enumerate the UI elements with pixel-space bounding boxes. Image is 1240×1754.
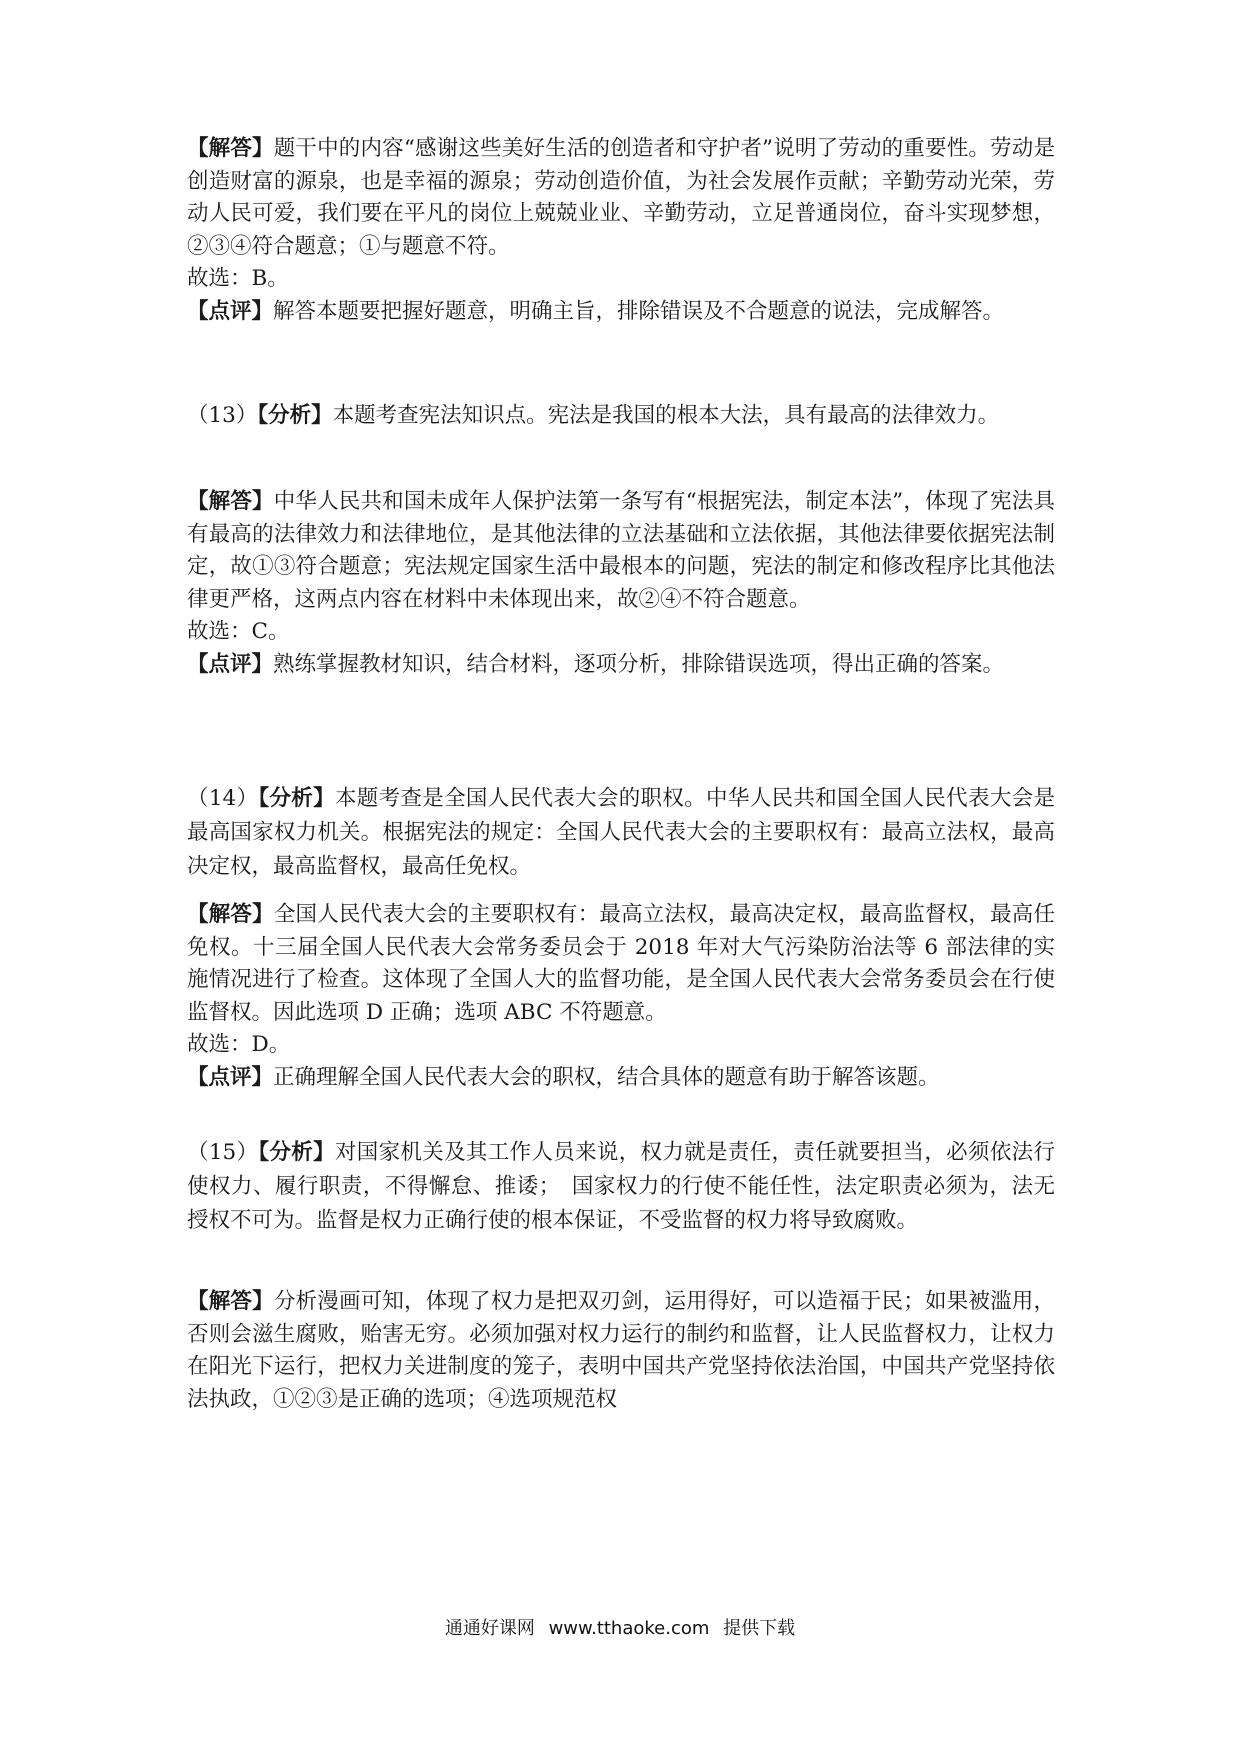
item-13-analysis (187, 399, 1055, 433)
solution-label: 【解答】 (187, 489, 274, 514)
solution-text: 中华人民共和国未成年人保护法第一条写有“根据宪法，制定本法”，体现了宪法具有最高的法律效力和法律地位，是其他法律的立法基础和立法依据，其他法律要依据宪法制定，故①③符合题意；宪法规定国家生活中最根本的问题，宪法的制定和修改程序比其他法律更严格，这两点内容在材料中未体现出来，故②④不符合题意。 (187, 489, 1055, 612)
comment-text: 解答本题要把握好题意，明确主旨，排除错误及不合题意的说法，完成解答。 (273, 298, 1005, 324)
item-13-answer: 故选：C。 (187, 619, 290, 644)
item-14-body (187, 899, 1055, 1094)
question-number: （13） (187, 403, 258, 428)
solution-label: 【解答】 (187, 902, 274, 927)
analysis-label: 【分析】 (258, 786, 335, 811)
comment-label: 【点评】 (187, 298, 274, 324)
question-number: （14） (187, 786, 259, 811)
footer-url: www.tthaoke.com (548, 1618, 710, 1639)
item-13-section (187, 399, 1055, 433)
solution-text: 全国人民代表大会的主要职权有：最高立法权，最高决定权，最高监督权，最高任免权。十三届全国人民代表大会常务委员会于 2018 年对大气污染防治法等 6 部法律的实施情况进行了检查。这体现了全国人大的监督功能，是全国人民代表大会常务委员会在行使监督权。因此选项 D 正确；选项 ABC 不符题意。 (187, 902, 1055, 1025)
footer-suffix: 提供下载 (723, 1618, 796, 1639)
analysis-label: 【分析】 (258, 1140, 335, 1165)
item-14-comment (187, 1062, 1055, 1095)
item-13-comment (187, 649, 1055, 682)
item-15-analysis (187, 1136, 1055, 1238)
item-12-section (187, 133, 1055, 328)
item-15-body (187, 1286, 1055, 1416)
analysis-label: 【分析】 (257, 403, 333, 428)
analysis-text: 本题考查宪法知识点。宪法是我国的根本大法，具有最高的法律效力。 (332, 403, 1000, 428)
item-15-solution (187, 1286, 1055, 1416)
item-12-solution (187, 133, 1055, 263)
comment-text: 正确理解全国人民代表大会的职权，结合具体的题意有助于解答该题。 (273, 1064, 940, 1090)
solution-label: 【解答】 (187, 1289, 274, 1314)
item-14-solution (187, 899, 1055, 1029)
analysis-text: 对国家机关及其工作人员来说，权力就是责任，责任就要担当，必须依法行使权力、履行职责，不得懈怠、推诿； 国家权力的行使不能任性，法定职责必须为，法无授权不可为。监督是权力正确行使的根本保证，不受监督的权力将导致腐败。 (187, 1140, 1055, 1233)
comment-label: 【点评】 (187, 1064, 274, 1090)
solution-text: 题干中的内容“感谢这些美好生活的创造者和守护者”说明了劳动的重要性。劳动是创造财富的源泉，也是幸福的源泉；劳动创造价值，为社会发展作贡献；辛勤劳动光荣，劳动人民可爱，我们要在平凡的岗位上兢兢业业、辛勤劳动，立足普通岗位，奋斗实现梦想，②③④符合题意；①与题意不符。 (187, 136, 1055, 259)
question-number: （15） (187, 1140, 259, 1165)
item-12-answer: 故选：B。 (187, 266, 289, 291)
item-15-section (187, 1136, 1055, 1238)
item-13-solution (187, 486, 1055, 616)
solution-label: 【解答】 (187, 136, 274, 161)
analysis-text: 本题考查是全国人民代表大会的职权。中华人民共和国全国人民代表大会是最高国家权力机关。根据宪法的规定：全国人民代表大会的主要职权有：最高立法权，最高决定权，最高监督权，最高任免权。 (187, 786, 1055, 879)
comment-text: 熟练掌握教材知识，结合材料，逐项分析，排除错误选项，得出正确的答案。 (273, 651, 1005, 677)
page-footer (0, 1614, 1240, 1640)
item-14-analysis (187, 782, 1055, 884)
item-13-body (187, 486, 1055, 681)
item-12-comment (187, 296, 1055, 329)
comment-label: 【点评】 (187, 651, 274, 677)
item-14-answer: 故选：D。 (187, 1032, 291, 1057)
footer-site-name: 通通好课网 (444, 1618, 535, 1639)
solution-text: 分析漫画可知，体现了权力是把双刃剑，运用得好，可以造福于民；如果被滥用，否则会滋生腐败，贻害无穷。必须加强对权力运行的制约和监督，让人民监督权力，让权力在阳光下运行，把权力关进制度的笼子，表明中国共产党坚持依法治国，中国共产党坚持依法执政，①②③是正确的选项；④选项规范权 (187, 1289, 1055, 1412)
item-14-section (187, 782, 1055, 884)
